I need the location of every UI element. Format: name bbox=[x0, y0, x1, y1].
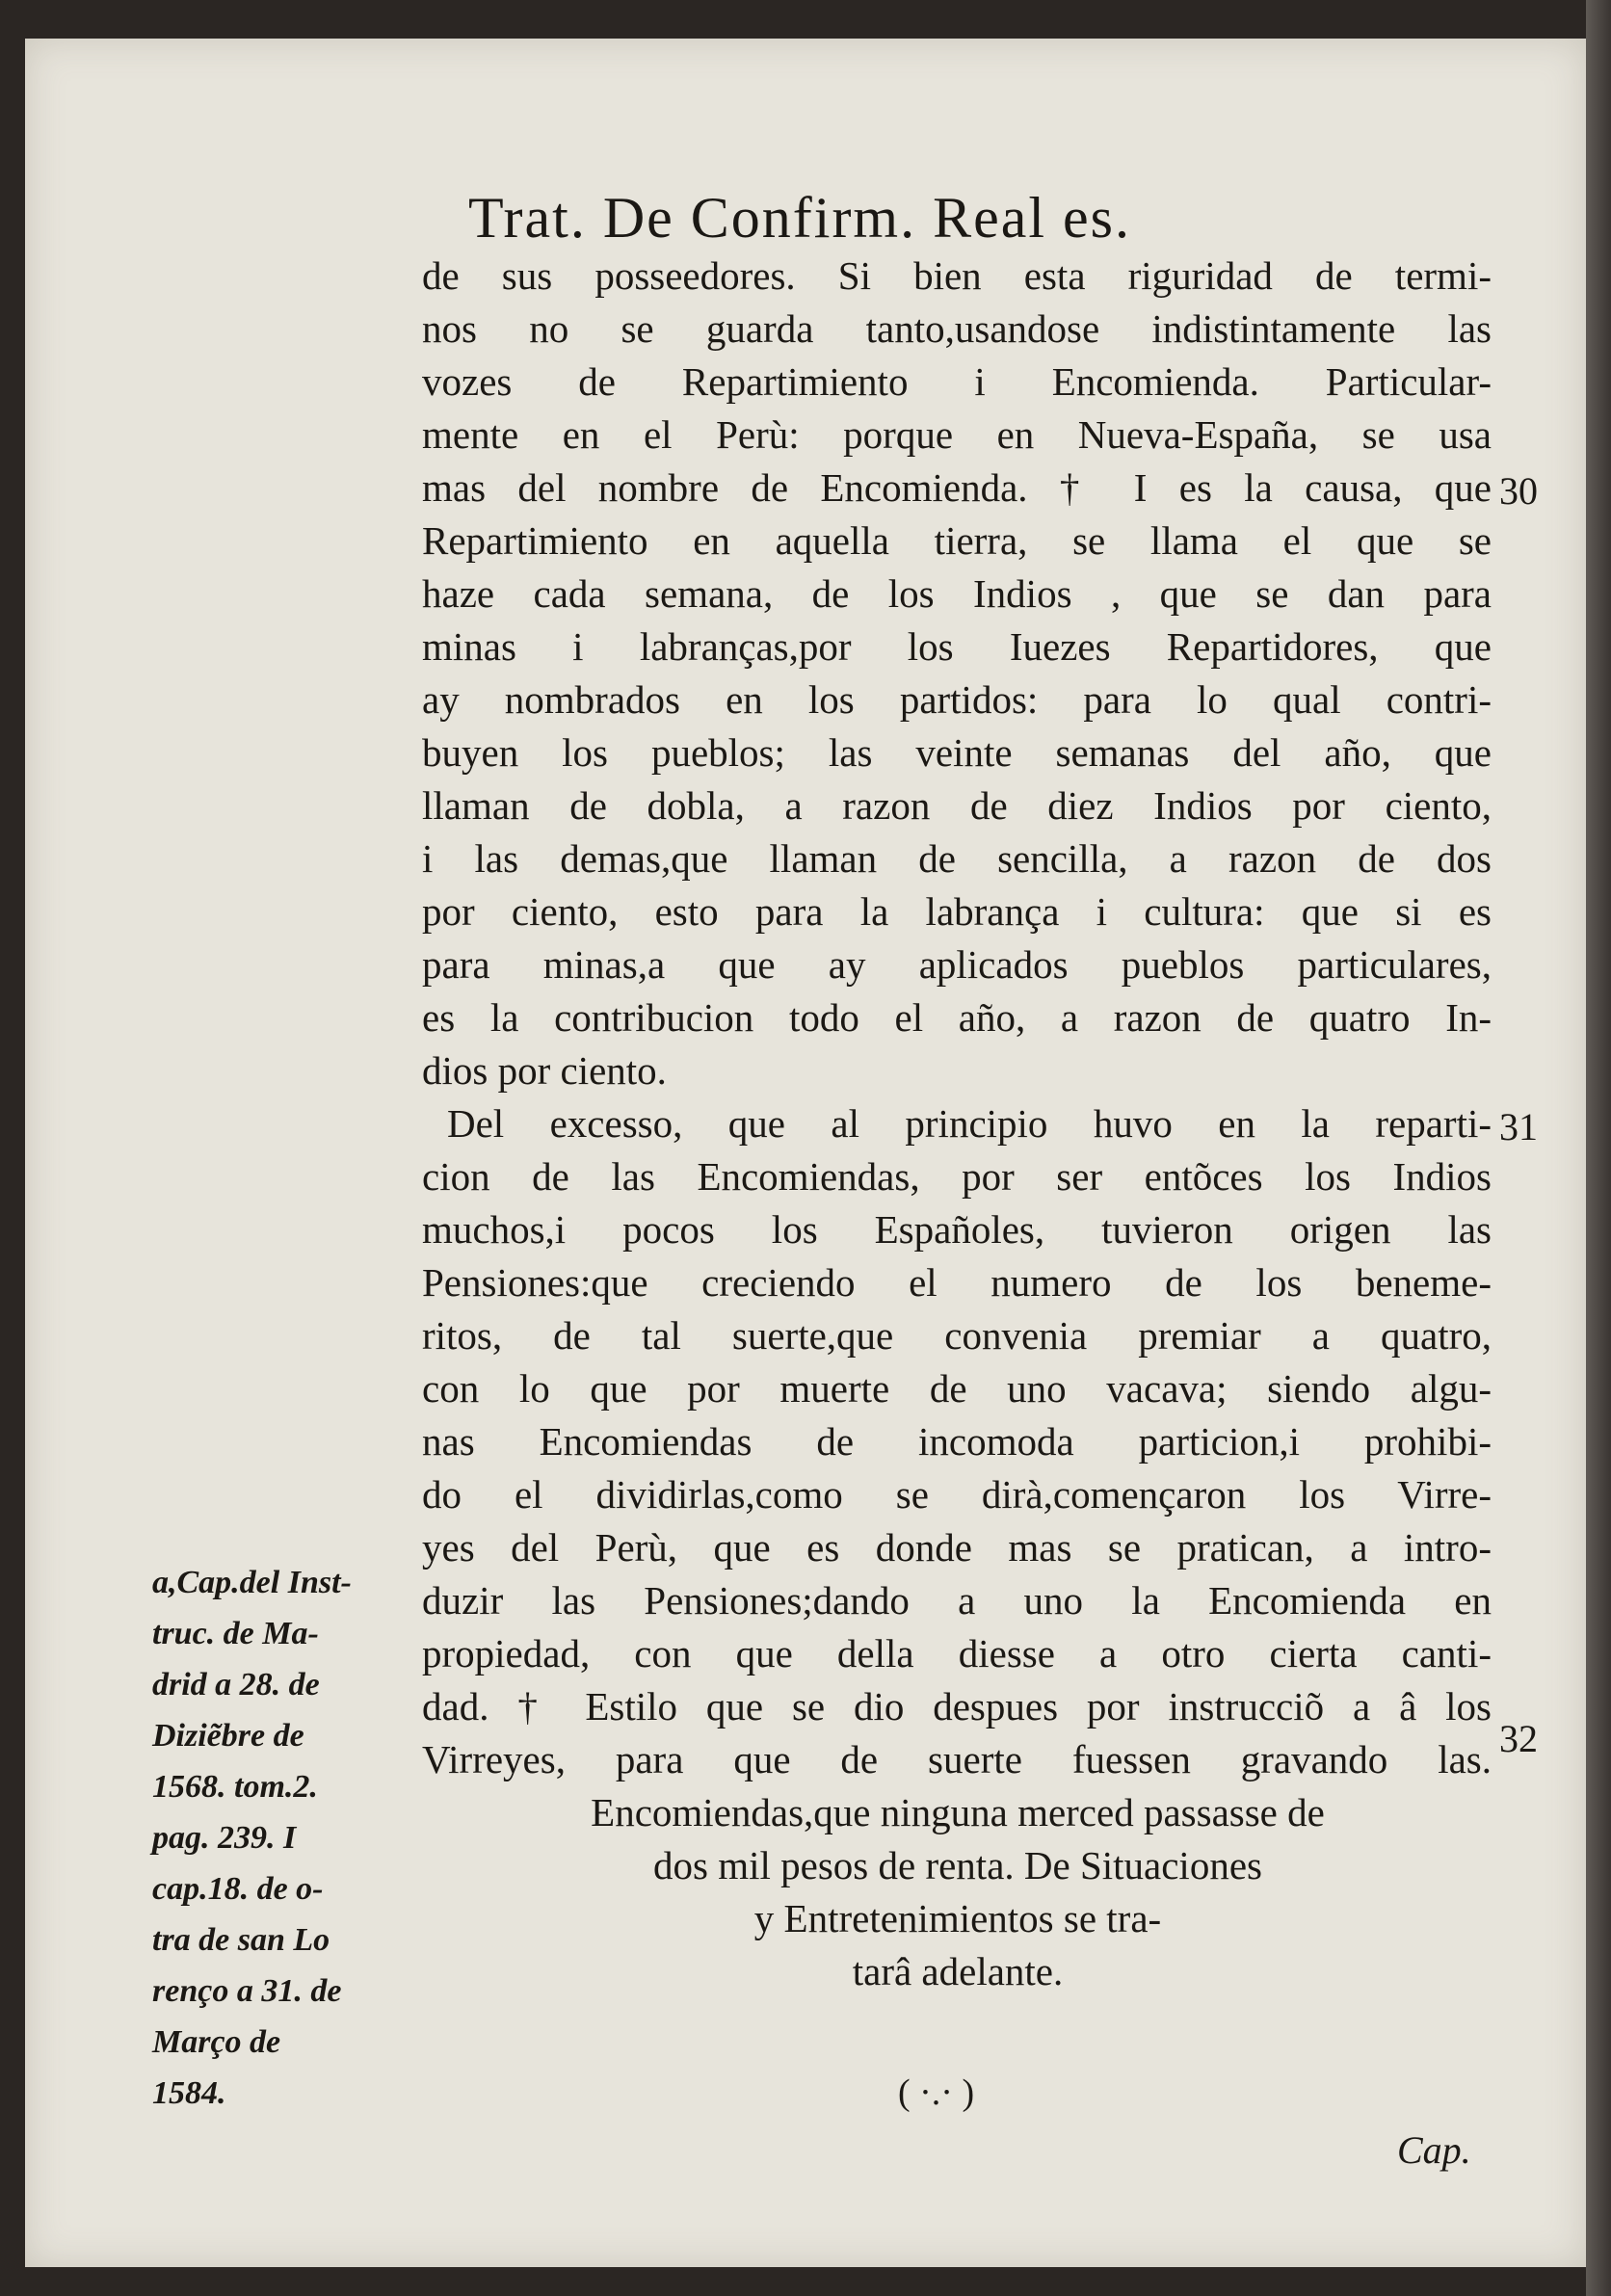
body-line: i las demas,que llaman de sencilla, a razon de dos bbox=[422, 836, 1492, 881]
citation-line: renço a 31. de bbox=[152, 1973, 342, 2009]
body-line: nas Encomiendas de incomoda particion,i prohibi- bbox=[422, 1419, 1492, 1464]
body-line: tarâ adelante. bbox=[852, 1949, 1064, 1993]
body-line: Encomiendas,que ninguna merced passasse de bbox=[591, 1790, 1325, 1834]
book-page bbox=[25, 39, 1586, 2267]
body-line: llaman de dobla, a razon de diez Indios por ciento, bbox=[422, 783, 1492, 828]
citation-line: 1584. bbox=[152, 2075, 226, 2111]
body-line: haze cada semana, de los Indios , que se dan para bbox=[422, 571, 1492, 616]
body-line: ay nombrados en los partidos: para lo qual contri- bbox=[422, 677, 1492, 722]
body-line: do el dividirlas,como se dirà,començaron los Virre- bbox=[422, 1472, 1492, 1517]
body-line: y Entretenimientos se tra- bbox=[753, 1896, 1162, 1940]
marginal-number: 32 bbox=[1499, 1717, 1538, 1760]
citation-line: cap.18. de o- bbox=[152, 1871, 324, 1907]
body-line: para minas,a que ay aplicados pueblos particulares, bbox=[422, 942, 1492, 987]
body-line: muchos,i pocos los Españoles, tuvieron origen las bbox=[422, 1207, 1492, 1252]
body-line: duzir las Pensiones;dando a uno la Encomienda en bbox=[422, 1578, 1492, 1623]
ornament: ( ·.· ) bbox=[898, 2072, 975, 2113]
body-line: ritos, de tal suerte,que convenia premiar a quatro, bbox=[422, 1313, 1492, 1358]
citation-line: Março de bbox=[152, 2024, 281, 2060]
body-line: es la contribucion todo el año, a razon de quatro In- bbox=[422, 995, 1492, 1040]
running-head: Trat. De Confirm. Real es. bbox=[468, 186, 1132, 250]
body-line: Repartimiento en aquella tierra, se llama el que se bbox=[422, 518, 1492, 563]
body-line: Virreyes, para que de suerte fuessen gravando las. bbox=[422, 1737, 1492, 1781]
body-line: con lo que por muerte de uno vacava; siendo algu- bbox=[422, 1366, 1492, 1411]
body-line: Del excesso, que al principio huvo en la reparti- bbox=[447, 1101, 1492, 1146]
marginal-number: 30 bbox=[1499, 469, 1538, 513]
body-line: por ciento, esto para la labrança i cultura: que si es bbox=[422, 889, 1492, 934]
body-line: dos mil pesos de renta. De Situaciones bbox=[653, 1843, 1262, 1887]
citation-line: drid a 28. de bbox=[152, 1667, 320, 1702]
body-line: dios por ciento. bbox=[422, 1048, 667, 1093]
body-line: yes del Perù, que es donde mas se pratican, a intro- bbox=[422, 1525, 1492, 1570]
body-line: Pensiones:que creciendo el numero de los beneme- bbox=[422, 1260, 1492, 1305]
body-line: de sus posseedores. Si bien esta riguridad de termi- bbox=[422, 253, 1492, 298]
catchword: Cap. bbox=[1397, 2128, 1471, 2172]
citation-line: truc. de Ma- bbox=[152, 1616, 319, 1651]
body-line: dad. † Estilo que se dio despues por instrucciõ a â los bbox=[422, 1684, 1492, 1729]
citation-line: pag. 239. I bbox=[152, 1820, 297, 1856]
body-line: mas del nombre de Encomienda. † I es la causa, que bbox=[422, 465, 1492, 510]
body-line: nos no se guarda tanto,usandose indistintamente las bbox=[422, 306, 1492, 351]
body-line: propiedad, con que della diesse a otro cierta canti- bbox=[422, 1631, 1492, 1676]
citation-line: tra de san Lo bbox=[152, 1922, 330, 1958]
body-line: buyen los pueblos; las veinte semanas del año, que bbox=[422, 730, 1492, 775]
citation-line: a,Cap.del Inst- bbox=[152, 1565, 352, 1600]
body-line: cion de las Encomiendas, por ser entõces los Indios bbox=[422, 1154, 1492, 1199]
body-line: minas i labranças,por los Iuezes Repartidores, que bbox=[422, 624, 1492, 669]
body-line: mente en el Perù: porque en Nueva-España, se usa bbox=[422, 412, 1492, 457]
book-edge bbox=[1586, 0, 1611, 2296]
citation-line: 1568. tom.2. bbox=[152, 1769, 318, 1805]
marginal-number: 31 bbox=[1499, 1105, 1538, 1148]
body-line: vozes de Repartimiento i Encomienda. Particular- bbox=[422, 359, 1492, 404]
citation-line: Diziẽbre de bbox=[152, 1718, 304, 1754]
